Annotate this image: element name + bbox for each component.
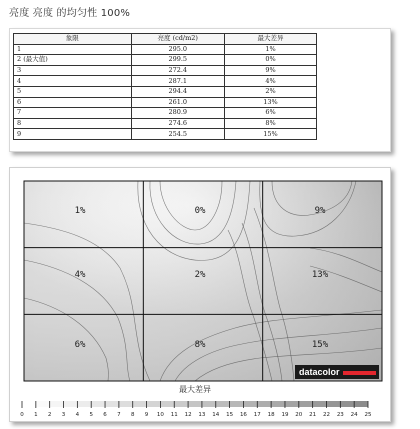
scale-tick-label: 8 bbox=[130, 412, 135, 418]
scale-bar bbox=[20, 384, 372, 418]
scale-tick-label: 11 bbox=[170, 412, 178, 418]
scale-tick-label: 20 bbox=[295, 412, 303, 418]
cell-max-diff: 2% bbox=[225, 86, 317, 97]
scale-swatch bbox=[257, 401, 271, 407]
scale-swatch bbox=[340, 401, 354, 407]
scale-swatch bbox=[36, 401, 50, 407]
scale-tick-label: 18 bbox=[267, 412, 275, 418]
scale-tick-label: 6 bbox=[103, 412, 107, 418]
scale-tick-label: 3 bbox=[61, 412, 66, 418]
scale-swatch bbox=[105, 401, 119, 407]
table-row bbox=[14, 129, 317, 140]
uniformity-heatmap bbox=[10, 168, 390, 421]
scale-swatch bbox=[202, 401, 216, 407]
cell-quadrant: 7 bbox=[14, 108, 132, 119]
cell-luminance: 254.5 bbox=[131, 129, 225, 140]
scale-tick-label: 23 bbox=[336, 412, 344, 418]
cell-max-diff: 1% bbox=[225, 44, 317, 55]
scale-tick-label: 19 bbox=[281, 412, 289, 418]
scale-swatch bbox=[133, 401, 147, 407]
cell-quadrant: 1 bbox=[14, 44, 132, 55]
cell-luminance: 280.9 bbox=[131, 108, 225, 119]
scale-tick-label: 22 bbox=[322, 412, 330, 418]
scale-tick-label: 12 bbox=[184, 412, 192, 418]
logo-text: datacolor bbox=[299, 367, 340, 377]
scale-swatch bbox=[174, 401, 188, 407]
uniformity-table-card bbox=[9, 28, 391, 152]
scale-swatch bbox=[216, 401, 230, 407]
scale-title: 最大差异 bbox=[179, 385, 211, 394]
scale-tick-label: 5 bbox=[89, 412, 93, 418]
scale-swatch bbox=[22, 401, 36, 407]
scale-swatch bbox=[299, 401, 313, 407]
table-row bbox=[14, 108, 317, 119]
scale-swatch bbox=[313, 401, 327, 407]
cell-max-diff: 13% bbox=[225, 97, 317, 108]
cell-max-diff: 8% bbox=[225, 118, 317, 129]
scale-tick-label: 24 bbox=[350, 412, 358, 418]
heatmap-plot bbox=[24, 181, 382, 381]
scale-tick-label: 10 bbox=[156, 412, 164, 418]
scale-tick-label: 21 bbox=[309, 412, 317, 418]
scale-swatch bbox=[326, 401, 340, 407]
scale-tick-label: 9 bbox=[144, 412, 149, 418]
table-row bbox=[14, 76, 317, 87]
scale-tick-label: 13 bbox=[198, 412, 206, 418]
header-max-diff: 最大差异 bbox=[225, 34, 317, 45]
cell-value-label: 6% bbox=[74, 340, 86, 350]
cell-luminance: 274.6 bbox=[131, 118, 225, 129]
cell-quadrant: 8 bbox=[14, 118, 132, 129]
table-row bbox=[14, 118, 317, 129]
scale-swatch bbox=[230, 401, 244, 407]
cell-quadrant: 3 bbox=[14, 65, 132, 76]
scale-swatch bbox=[160, 401, 174, 407]
cell-luminance: 261.0 bbox=[131, 97, 225, 108]
scale-tick-label: 17 bbox=[253, 412, 261, 418]
uniformity-table bbox=[13, 33, 317, 140]
scale-swatch bbox=[119, 401, 133, 407]
cell-max-diff: 15% bbox=[225, 129, 317, 140]
scale-swatch bbox=[188, 401, 202, 407]
cell-max-diff: 0% bbox=[225, 55, 317, 66]
cell-luminance: 299.5 bbox=[131, 55, 225, 66]
cell-value-label: 0% bbox=[194, 206, 206, 216]
cell-luminance: 295.0 bbox=[131, 44, 225, 55]
cell-quadrant: 6 bbox=[14, 97, 132, 108]
scale-swatch bbox=[285, 401, 299, 407]
cell-quadrant: 9 bbox=[14, 129, 132, 140]
cell-quadrant: 5 bbox=[14, 86, 132, 97]
table-header-row bbox=[14, 34, 317, 45]
cell-value-label: 1% bbox=[74, 206, 86, 216]
cell-value-label: 4% bbox=[74, 270, 86, 280]
scale-tick-label: 1 bbox=[34, 412, 38, 418]
scale-swatch bbox=[64, 401, 78, 407]
cell-value-label: 9% bbox=[314, 206, 326, 216]
scale-swatch bbox=[271, 401, 285, 407]
cell-max-diff: 4% bbox=[225, 76, 317, 87]
cell-quadrant: 2 (最大值) bbox=[14, 55, 132, 66]
scale-tick-label: 4 bbox=[75, 412, 80, 418]
uniformity-heatmap-card bbox=[9, 167, 391, 422]
scale-tick-label: 2 bbox=[47, 412, 52, 418]
scale-tick-label: 15 bbox=[226, 412, 234, 418]
cell-quadrant: 4 bbox=[14, 76, 132, 87]
scale-swatch bbox=[91, 401, 105, 407]
scale-tick-label: 7 bbox=[117, 412, 121, 418]
cell-value-label: 8% bbox=[194, 340, 206, 350]
table-row bbox=[14, 97, 317, 108]
scale-tick-label: 14 bbox=[212, 412, 220, 418]
scale-swatch bbox=[50, 401, 64, 407]
scale-swatch bbox=[354, 401, 368, 407]
cell-value-label: 13% bbox=[311, 270, 329, 280]
header-quadrant: 象限 bbox=[14, 34, 132, 45]
datacolor-logo bbox=[295, 365, 379, 379]
scale-tick-label: 0 bbox=[20, 412, 24, 418]
scale-swatch bbox=[147, 401, 161, 407]
scale-tick-label: 25 bbox=[364, 412, 372, 418]
page-title: 亮度 亮度 的均匀性 100% bbox=[9, 8, 131, 19]
logo-red-bar bbox=[343, 371, 376, 375]
cell-max-diff: 6% bbox=[225, 108, 317, 119]
scale-swatch bbox=[77, 401, 91, 407]
header-luminance: 亮度 (cd/m2) bbox=[131, 34, 225, 45]
scale-tick-label: 16 bbox=[239, 412, 247, 418]
cell-luminance: 287.1 bbox=[131, 76, 225, 87]
table-row bbox=[14, 55, 317, 66]
cell-value-label: 2% bbox=[194, 270, 206, 280]
scale-swatch bbox=[243, 401, 257, 407]
table-row bbox=[14, 86, 317, 97]
cell-value-label: 15% bbox=[311, 340, 329, 350]
cell-luminance: 294.4 bbox=[131, 86, 225, 97]
table-row bbox=[14, 65, 317, 76]
cell-max-diff: 9% bbox=[225, 65, 317, 76]
cell-luminance: 272.4 bbox=[131, 65, 225, 76]
table-row bbox=[14, 44, 317, 55]
